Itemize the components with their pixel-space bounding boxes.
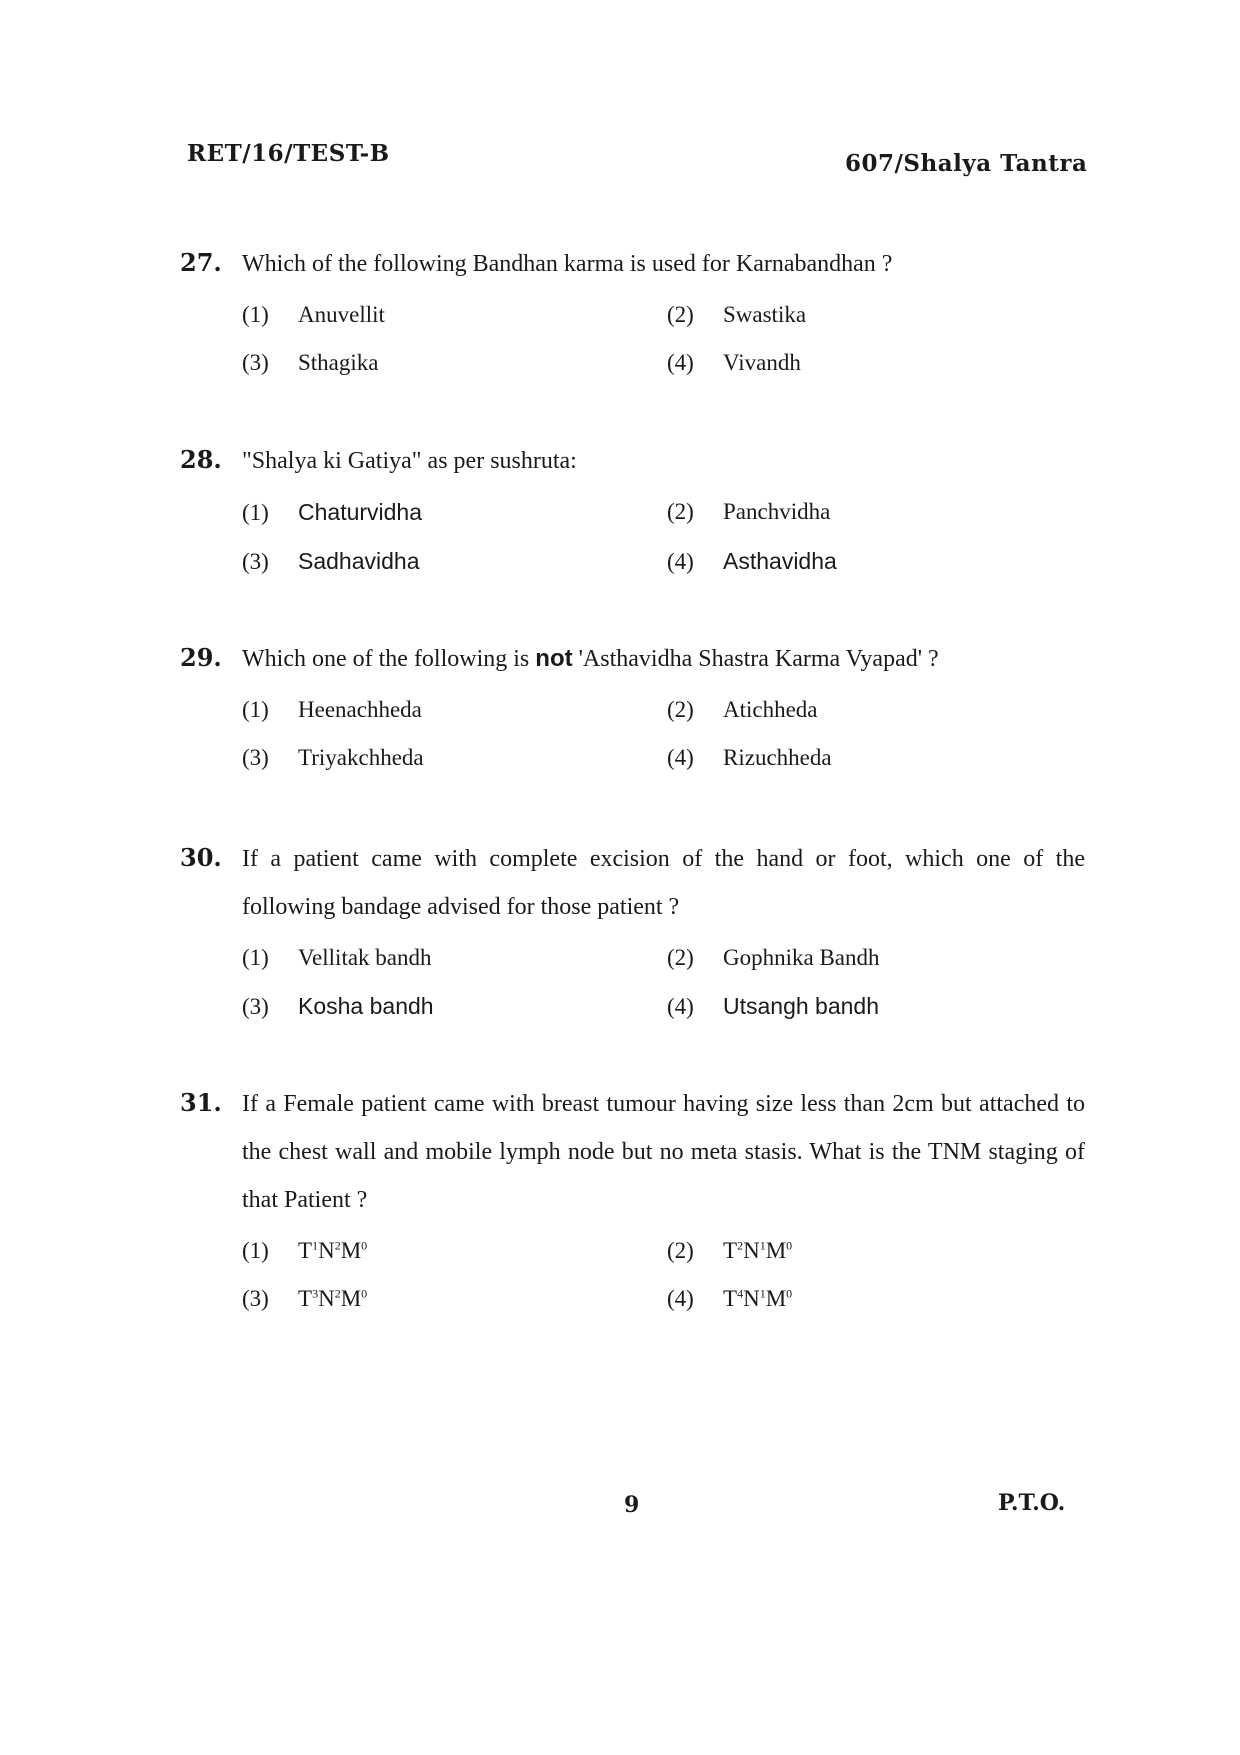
option-3 [242,548,667,575]
option-text: Kosha bandh [298,993,434,1019]
option-text: Vivandh [723,350,801,375]
option-number: (1) [242,1238,269,1263]
option-number: (2) [667,499,694,524]
option-number: (1) [242,697,269,722]
option-number: (4) [667,350,694,375]
option-number: (1) [242,945,269,970]
option-number: (2) [667,1238,694,1263]
option-number: (3) [242,1286,269,1311]
option-3 [242,1286,667,1312]
option-4 [667,350,1092,376]
option-text: Atichheda [723,697,818,722]
option-number: (1) [242,500,269,525]
options-grid [242,697,1085,771]
tnm-stage: $T^2N^1M^0$ [723,1238,793,1263]
question-29 [180,643,1085,771]
option-number: (2) [667,945,694,970]
option-4 [667,1286,1092,1312]
option-text: Anuvellit [298,302,385,327]
n-value: 1 [759,1238,766,1253]
option-2 [667,499,1092,526]
option-number: (3) [242,350,269,375]
option-1 [242,1238,667,1264]
option-text: Panchvidha [723,499,831,524]
t-value: 4 [737,1286,744,1301]
option-text: Heenachheda [298,697,422,722]
page-number: 9 [624,1492,640,1518]
question-emphasis: not [535,645,573,672]
tnm-stage: $T^1N^2M^0$ [298,1238,368,1263]
t-value: 1 [312,1238,319,1253]
option-text: Rizuchheda [723,745,832,770]
question-31 [180,1088,1085,1312]
option-text: Sthagika [298,350,379,375]
option-4 [667,993,1092,1020]
option-number: (3) [242,549,269,574]
question-27 [180,248,1085,376]
option-1 [242,499,667,526]
option-text: Triyakchheda [298,745,424,770]
option-number: (2) [667,697,694,722]
pto-label: P.T.O. [998,1490,1066,1516]
option-text: Gophnika Bandh [723,945,880,970]
option-number: (3) [242,745,269,770]
option-3 [242,350,667,376]
question-number: 29. [180,643,222,672]
option-number: (3) [242,994,269,1019]
option-4 [667,548,1092,575]
question-text-part: Which one of the following is [242,646,536,672]
question-28 [180,445,1085,575]
options-grid [242,302,1085,376]
m-value: 0 [361,1286,368,1301]
t-value: 2 [737,1238,744,1253]
option-3 [242,745,667,771]
question-number: 28. [180,445,222,474]
n-value: 2 [334,1286,341,1301]
option-3 [242,993,667,1020]
option-text: Utsangh bandh [723,993,880,1019]
options-grid [242,945,1085,1020]
question-text: If a patient came with complete excision of the hand or foot, which one of the following bandage advised for those patient ? [242,846,1085,920]
question-number: 31. [180,1088,222,1117]
option-2 [667,945,1092,971]
tnm-stage: $T^3N^2M^0$ [298,1286,368,1311]
question-number: 27. [180,248,222,277]
question-text-part: 'Asthavidha Shastra Karma Vyapad' ? [572,646,939,672]
m-value: 0 [361,1238,368,1253]
option-1 [242,302,667,328]
question-text: If a Female patient came with breast tumour having size less than 2cm but attached to the chest wall and mobile lymph node but no meta stasis. What is the TNM staging of that Patient ? [242,1091,1085,1213]
question-30 [180,843,1085,1020]
question-number: 30. [180,843,222,872]
option-2 [667,697,1092,723]
option-4 [667,745,1092,771]
option-number: (4) [667,994,694,1019]
question-text: "Shalya ki Gatiya" as per sushruta: [242,448,577,474]
option-number: (4) [667,1286,694,1311]
tnm-stage: $T^4N^1M^0$ [723,1286,793,1311]
m-value: 0 [786,1238,793,1253]
option-number: (1) [242,302,269,327]
option-text: Vellitak bandh [298,945,432,970]
option-text: Sadhavidha [298,548,420,574]
option-text: Chaturvidha [298,499,423,525]
option-1 [242,697,667,723]
options-grid [242,499,1085,575]
exam-code: RET/16/TEST-B [187,140,390,167]
question-text: Which of the following Bandhan karma is used for Karnabandhan ? [242,251,893,277]
m-value: 0 [786,1286,793,1301]
t-value: 3 [312,1286,319,1301]
subject-title: 607/Shalya Tantra [845,150,1088,177]
option-number: (4) [667,745,694,770]
option-1 [242,945,667,971]
option-text: Asthavidha [723,548,837,574]
option-2 [667,1238,1092,1264]
option-number: (2) [667,302,694,327]
n-value: 2 [334,1238,341,1253]
question-text [242,635,939,683]
n-value: 1 [759,1286,766,1301]
option-number: (4) [667,549,694,574]
options-grid [242,1238,1085,1312]
option-text: Swastika [723,302,807,327]
option-2 [667,302,1092,328]
